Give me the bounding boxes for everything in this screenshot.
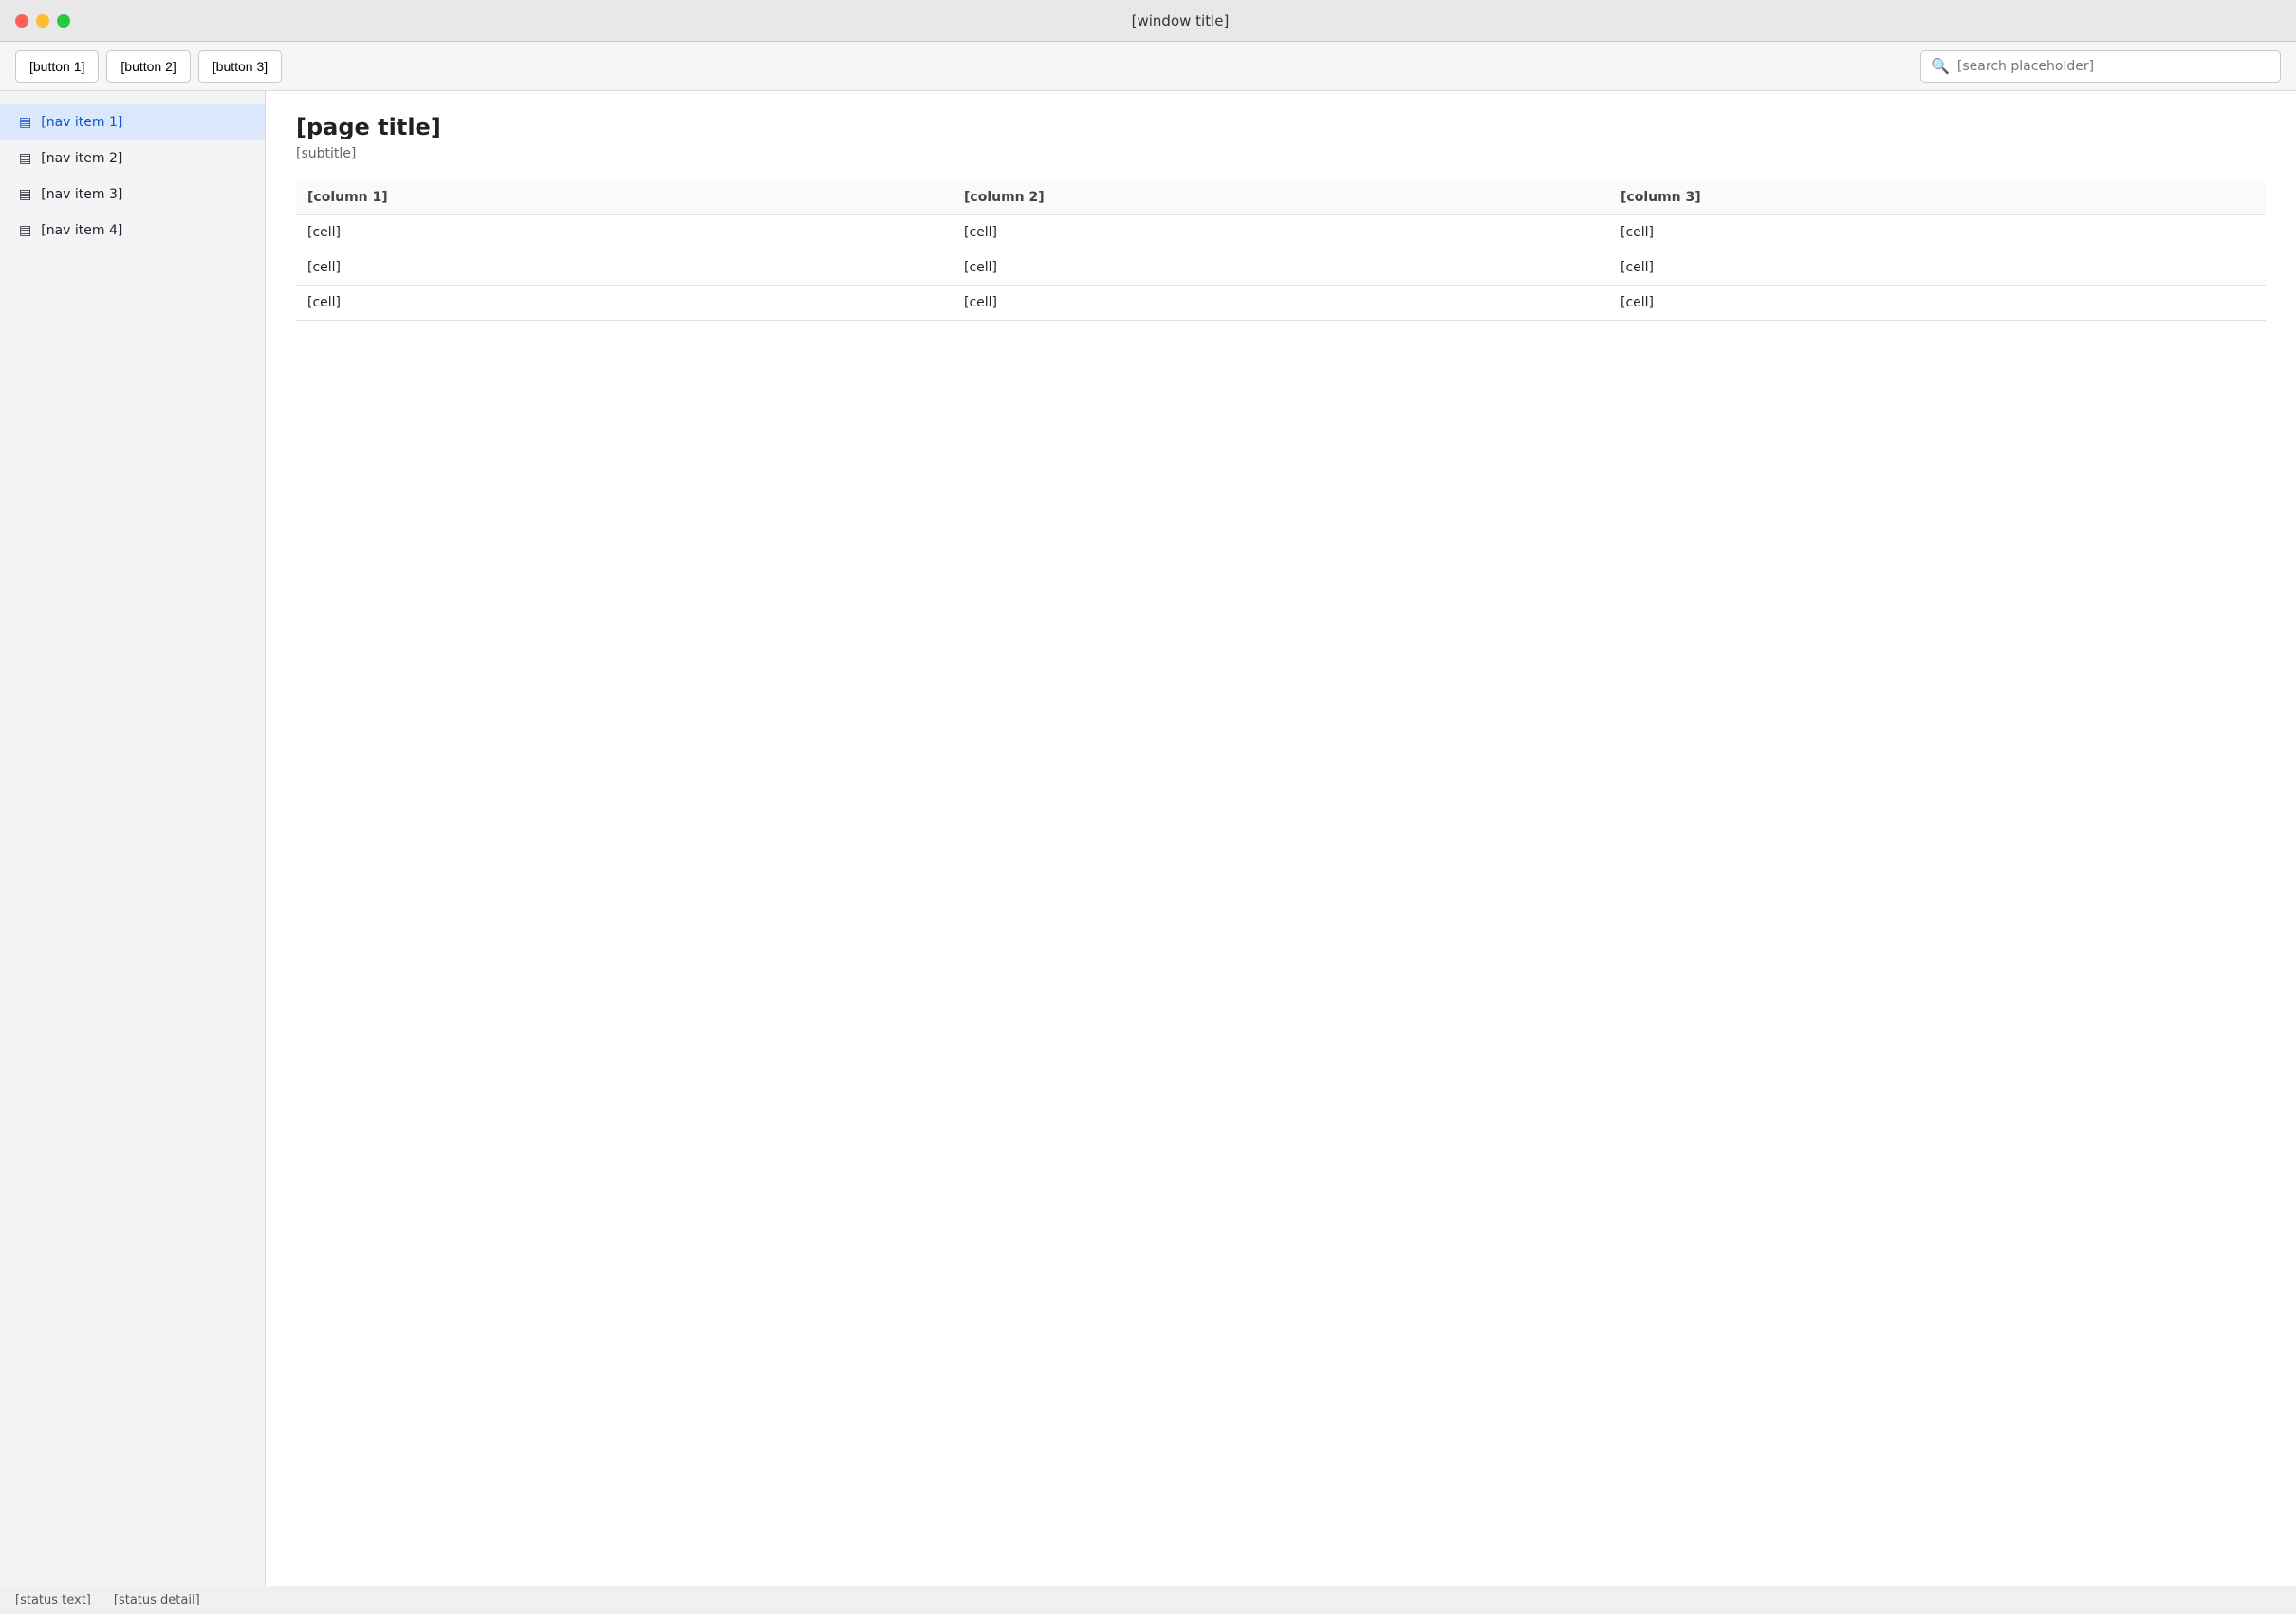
- folder-icon: ▤: [19, 151, 32, 166]
- sidebar-item-3[interactable]: [0, 176, 265, 213]
- folder-icon: ▤: [19, 115, 32, 130]
- table-cell: [cell]: [1609, 250, 2266, 286]
- folder-icon: ▤: [19, 187, 32, 202]
- sidebar-item-2[interactable]: [0, 140, 265, 176]
- sidebar-item-label: [nav item 2]: [41, 151, 123, 166]
- table-row[interactable]: [296, 250, 2266, 286]
- title-bar: [0, 0, 2296, 42]
- window-title: [window title]: [1131, 11, 1230, 29]
- toolbar-button-3[interactable]: [button 3]: [198, 50, 282, 83]
- sidebar-item-4[interactable]: [0, 213, 265, 249]
- window-controls: [15, 14, 70, 28]
- table-cell: [cell]: [953, 215, 1609, 250]
- minimize-window-button[interactable]: [36, 14, 49, 28]
- status-text: [status text]: [15, 1593, 91, 1607]
- content-area: [0, 91, 2296, 1586]
- table-row[interactable]: [296, 286, 2266, 321]
- close-window-button[interactable]: [15, 14, 28, 28]
- table-cell: [cell]: [1609, 286, 2266, 321]
- table-cell: [cell]: [1609, 215, 2266, 250]
- table-cell: [cell]: [953, 286, 1609, 321]
- sidebar-item-label: [nav item 1]: [41, 115, 123, 130]
- table-cell: [cell]: [296, 250, 953, 286]
- folder-icon: ▤: [19, 223, 32, 238]
- page-title: [page title]: [296, 114, 441, 140]
- table-cell: [cell]: [953, 250, 1609, 286]
- main-panel: [266, 91, 2296, 1586]
- data-table: [296, 180, 2266, 321]
- search-icon: 🔍: [1931, 57, 1950, 75]
- table-row[interactable]: [296, 215, 2266, 250]
- search-input[interactable]: [1957, 59, 2270, 74]
- sidebar-item-1[interactable]: [0, 104, 265, 140]
- status-detail: [status detail]: [113, 1593, 200, 1607]
- toolbar: [0, 42, 2296, 91]
- status-bar: [0, 1586, 2296, 1614]
- table-cell: [cell]: [296, 215, 953, 250]
- toolbar-button-2[interactable]: [button 2]: [106, 50, 190, 83]
- sidebar-item-label: [nav item 3]: [41, 187, 123, 202]
- sidebar-item-label: [nav item 4]: [41, 223, 123, 238]
- search-box: [1920, 50, 2281, 83]
- toolbar-button-1[interactable]: [button 1]: [15, 50, 99, 83]
- column-header[interactable]: [column 1]: [296, 180, 953, 215]
- column-header[interactable]: [column 2]: [953, 180, 1609, 215]
- table-cell: [cell]: [296, 286, 953, 321]
- maximize-window-button[interactable]: [57, 14, 70, 28]
- table-header-row: [296, 180, 2266, 215]
- sidebar: [0, 91, 266, 1586]
- column-header[interactable]: [column 3]: [1609, 180, 2266, 215]
- page-subtitle: [subtitle]: [296, 146, 357, 161]
